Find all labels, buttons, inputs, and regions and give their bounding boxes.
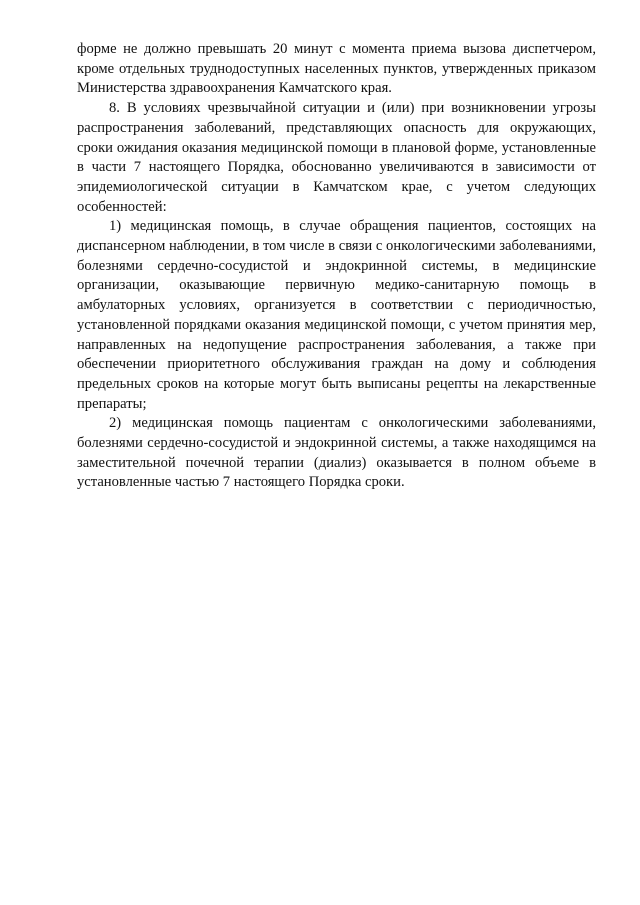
- paragraph-subitem-1: 1) медицинская помощь, в случае обращения пациентов, состоящих на диспансерном наблюдении, в том числе в связи с онкологическими заболеваниями, болезнями сердечно-сосудистой и эндокринной системы, в медицинские организации, оказывающие первичную медико-санитарную помощь в амбулаторных условиях, организуется в соответствии с периодичностью, установленной порядками оказания медицинской помощи, с учетом принятия мер, направленных на недопущение распространения заболевания, а также при обеспечении приоритетного обслуживания граждан на дому и соблюдения предельных сроков на которые могут быть выписаны рецепты на лекарственные препараты;: [77, 218, 596, 412]
- paragraph-subitem-2: 2) медицинская помощь пациентам с онкологическими заболеваниями, болезнями сердечно-сосудистой и эндокринной системы, а также находящимся на заместительной почечной терапии (диализ) оказывается в полном объеме в установленные частью 7 настоящего Порядка сроки.: [77, 415, 596, 491]
- paragraph-item-8: 8. В условиях чрезвычайной ситуации и (или) при возникновении угрозы распространения заболеваний, представляющих опасность для окружающих, сроки ожидания оказания медицинской помощи в плановой форме, установленные в части 7 настоящего Порядка, обоснованно увеличиваются в зависимости от эпидемиологической ситуации в Камчатском крае, с учетом следующих особенностей:: [77, 100, 596, 215]
- document-page: [77, 40, 596, 493]
- paragraph-continuation: форме не должно превышать 20 минут с момента приема вызова диспетчером, кроме отдельных труднодоступных населенных пунктов, утвержденных приказом Министерства здравоохранения Камчатского края.: [77, 41, 596, 97]
